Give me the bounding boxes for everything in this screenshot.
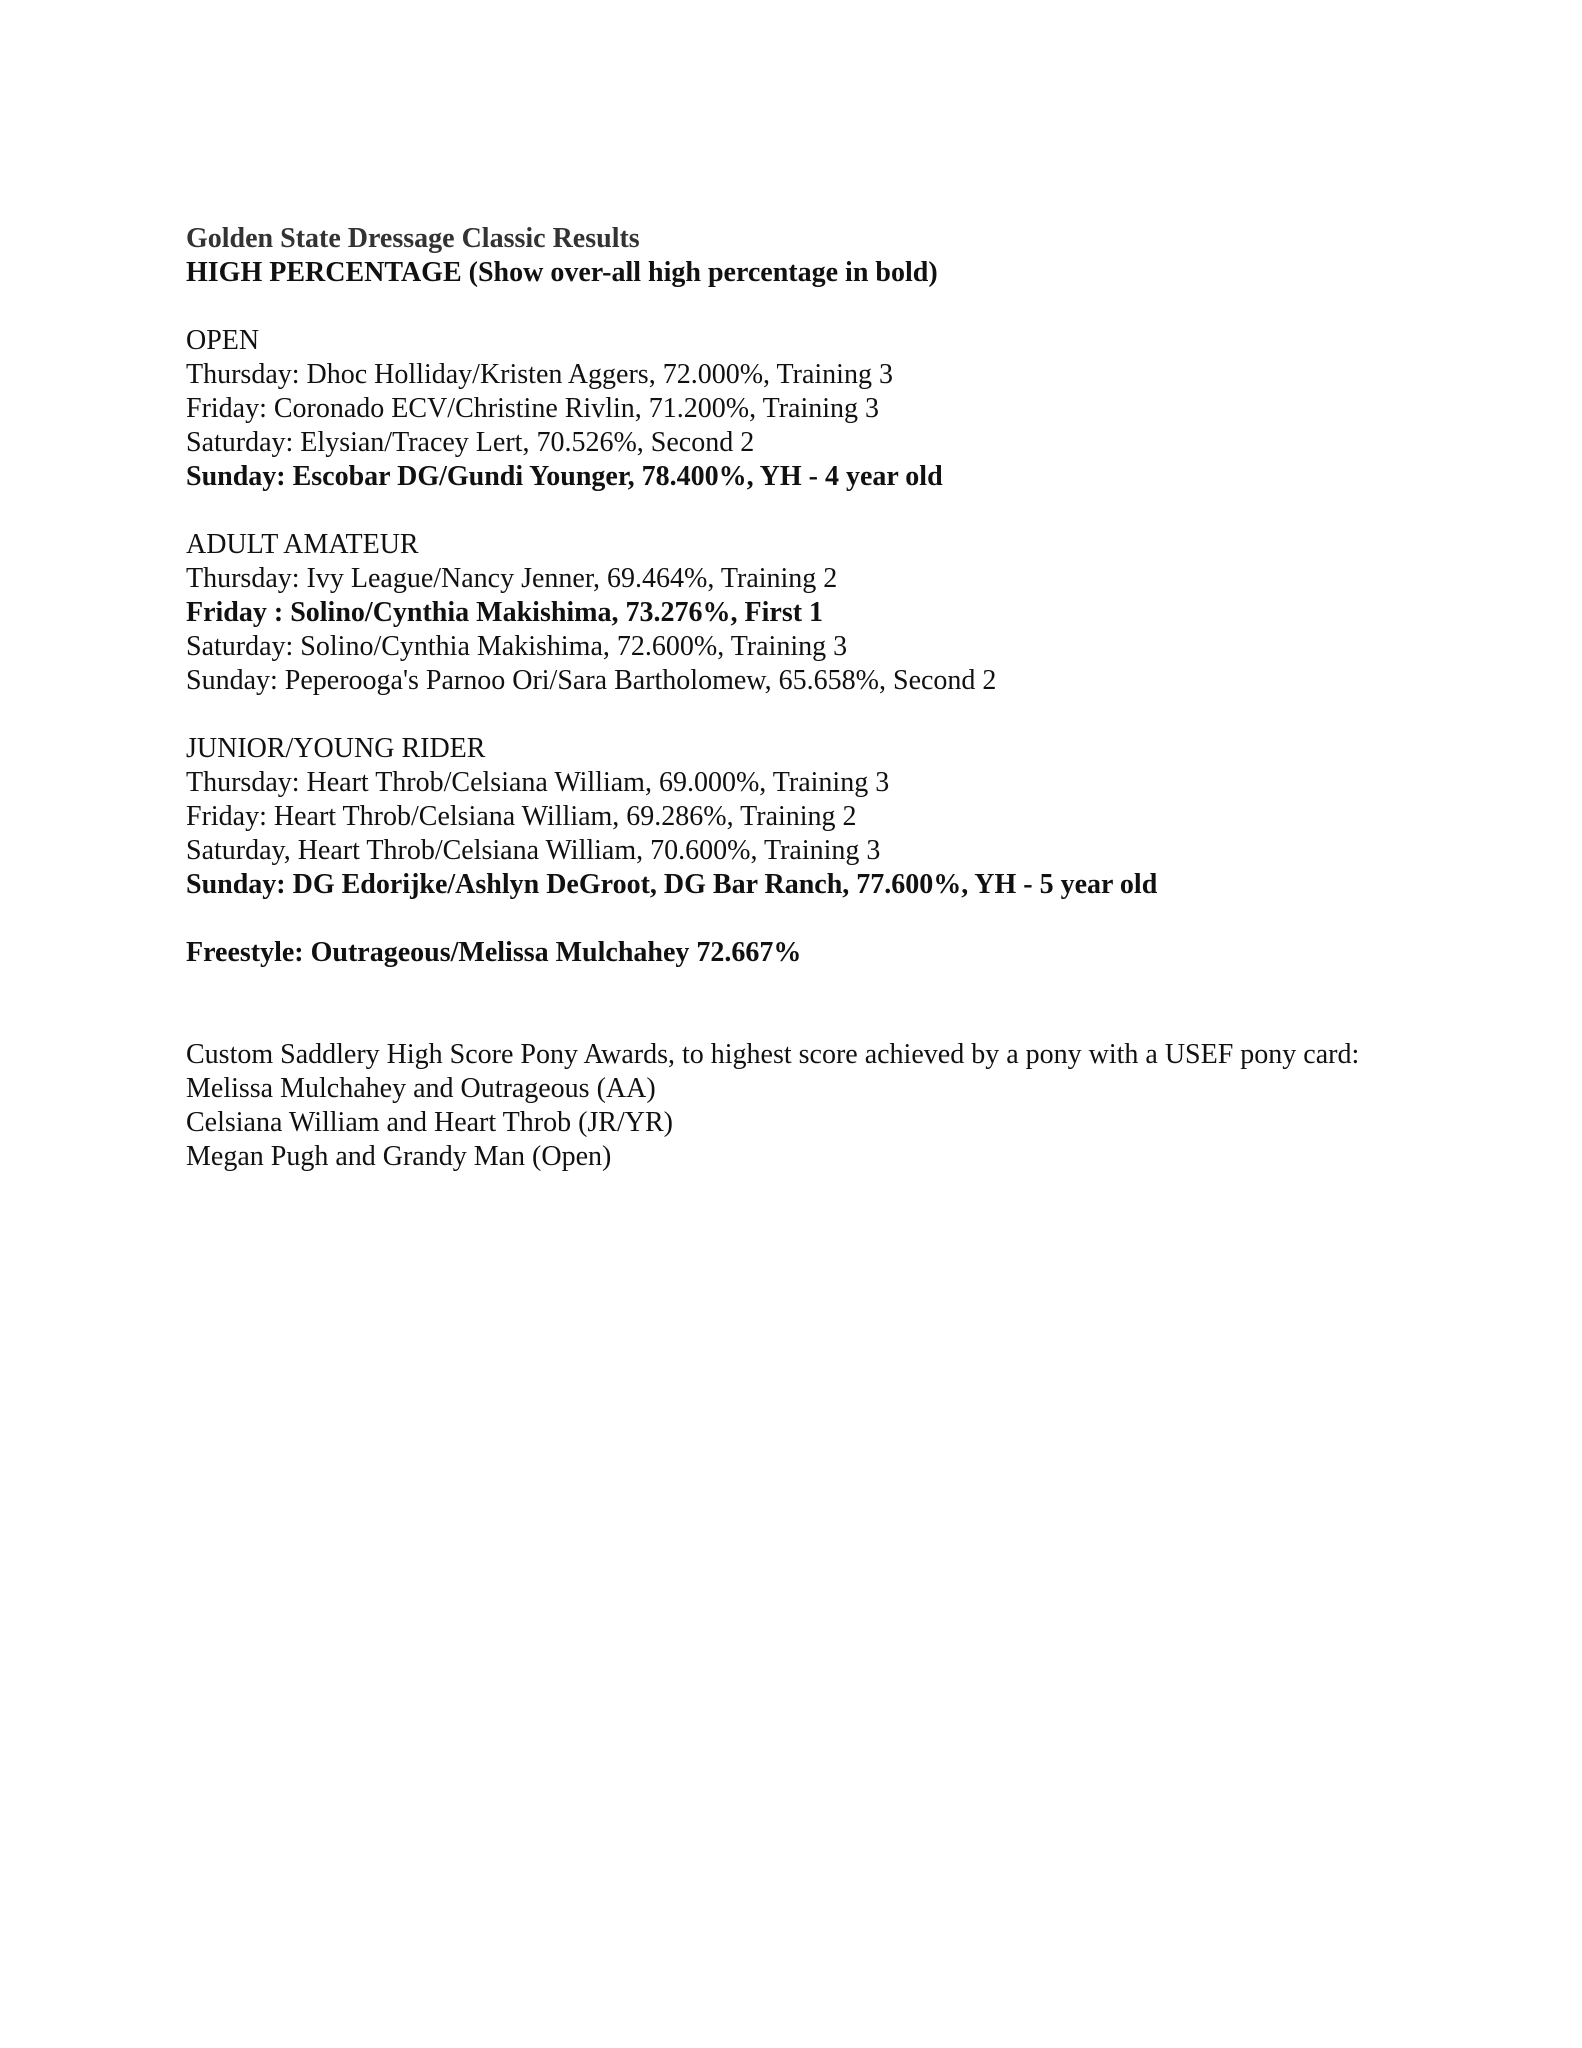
spacer [186,494,1416,528]
document-subtitle: HIGH PERCENTAGE (Show over-all high percentage in bold) [186,257,938,288]
result-entry: Saturday, Heart Throb/Celsiana William, 70.600%, Training 3 [186,835,881,866]
document-body [186,222,1416,1174]
freestyle-result: Freestyle: Outrageous/Melissa Mulchahey 72.667% [186,937,802,968]
section-pony-awards [186,1038,1416,1174]
section-open [186,324,1416,494]
result-entry-high: Sunday: DG Edorijke/Ashlyn DeGroot, DG Bar Ranch, 77.600%, YH - 5 year old [186,869,1158,900]
result-entry: Sunday: Peperooga's Parnoo Ori/Sara Bartholomew, 65.658%, Second 2 [186,665,997,696]
spacer [186,970,1416,1038]
section-heading: OPEN [186,325,260,356]
pony-award-winner: Melissa Mulchahey and Outrageous (AA) [186,1073,656,1104]
section-heading: JUNIOR/YOUNG RIDER [186,733,486,764]
section-junior-young-rider [186,732,1416,902]
result-entry: Saturday: Elysian/Tracey Lert, 70.526%, Second 2 [186,427,755,458]
pony-awards-intro: Custom Saddlery High Score Pony Awards, to highest score achieved by a pony with a USEF pony card: [186,1039,1360,1070]
result-entry-high: Sunday: Escobar DG/Gundi Younger, 78.400%, YH - 4 year old [186,461,943,492]
result-entry: Thursday: Ivy League/Nancy Jenner, 69.464%, Training 2 [186,563,838,594]
result-entry: Thursday: Heart Throb/Celsiana William, 69.000%, Training 3 [186,767,890,798]
spacer [186,290,1416,324]
result-entry: Thursday: Dhoc Holliday/Kristen Aggers, 72.000%, Training 3 [186,359,893,390]
section-heading: ADULT AMATEUR [186,529,419,560]
result-entry-high: Friday : Solino/Cynthia Makishima, 73.276%, First 1 [186,597,824,628]
section-adult-amateur [186,528,1416,698]
pony-award-winner: Celsiana William and Heart Throb (JR/YR) [186,1107,673,1138]
result-entry: Friday: Heart Throb/Celsiana William, 69.286%, Training 2 [186,801,857,832]
result-entry: Saturday: Solino/Cynthia Makishima, 72.600%, Training 3 [186,631,848,662]
spacer [186,698,1416,732]
spacer [186,902,1416,936]
result-entry: Friday: Coronado ECV/Christine Rivlin, 71.200%, Training 3 [186,393,880,424]
document-title: Golden State Dressage Classic Results [186,223,640,254]
pony-award-winner: Megan Pugh and Grandy Man (Open) [186,1141,612,1172]
